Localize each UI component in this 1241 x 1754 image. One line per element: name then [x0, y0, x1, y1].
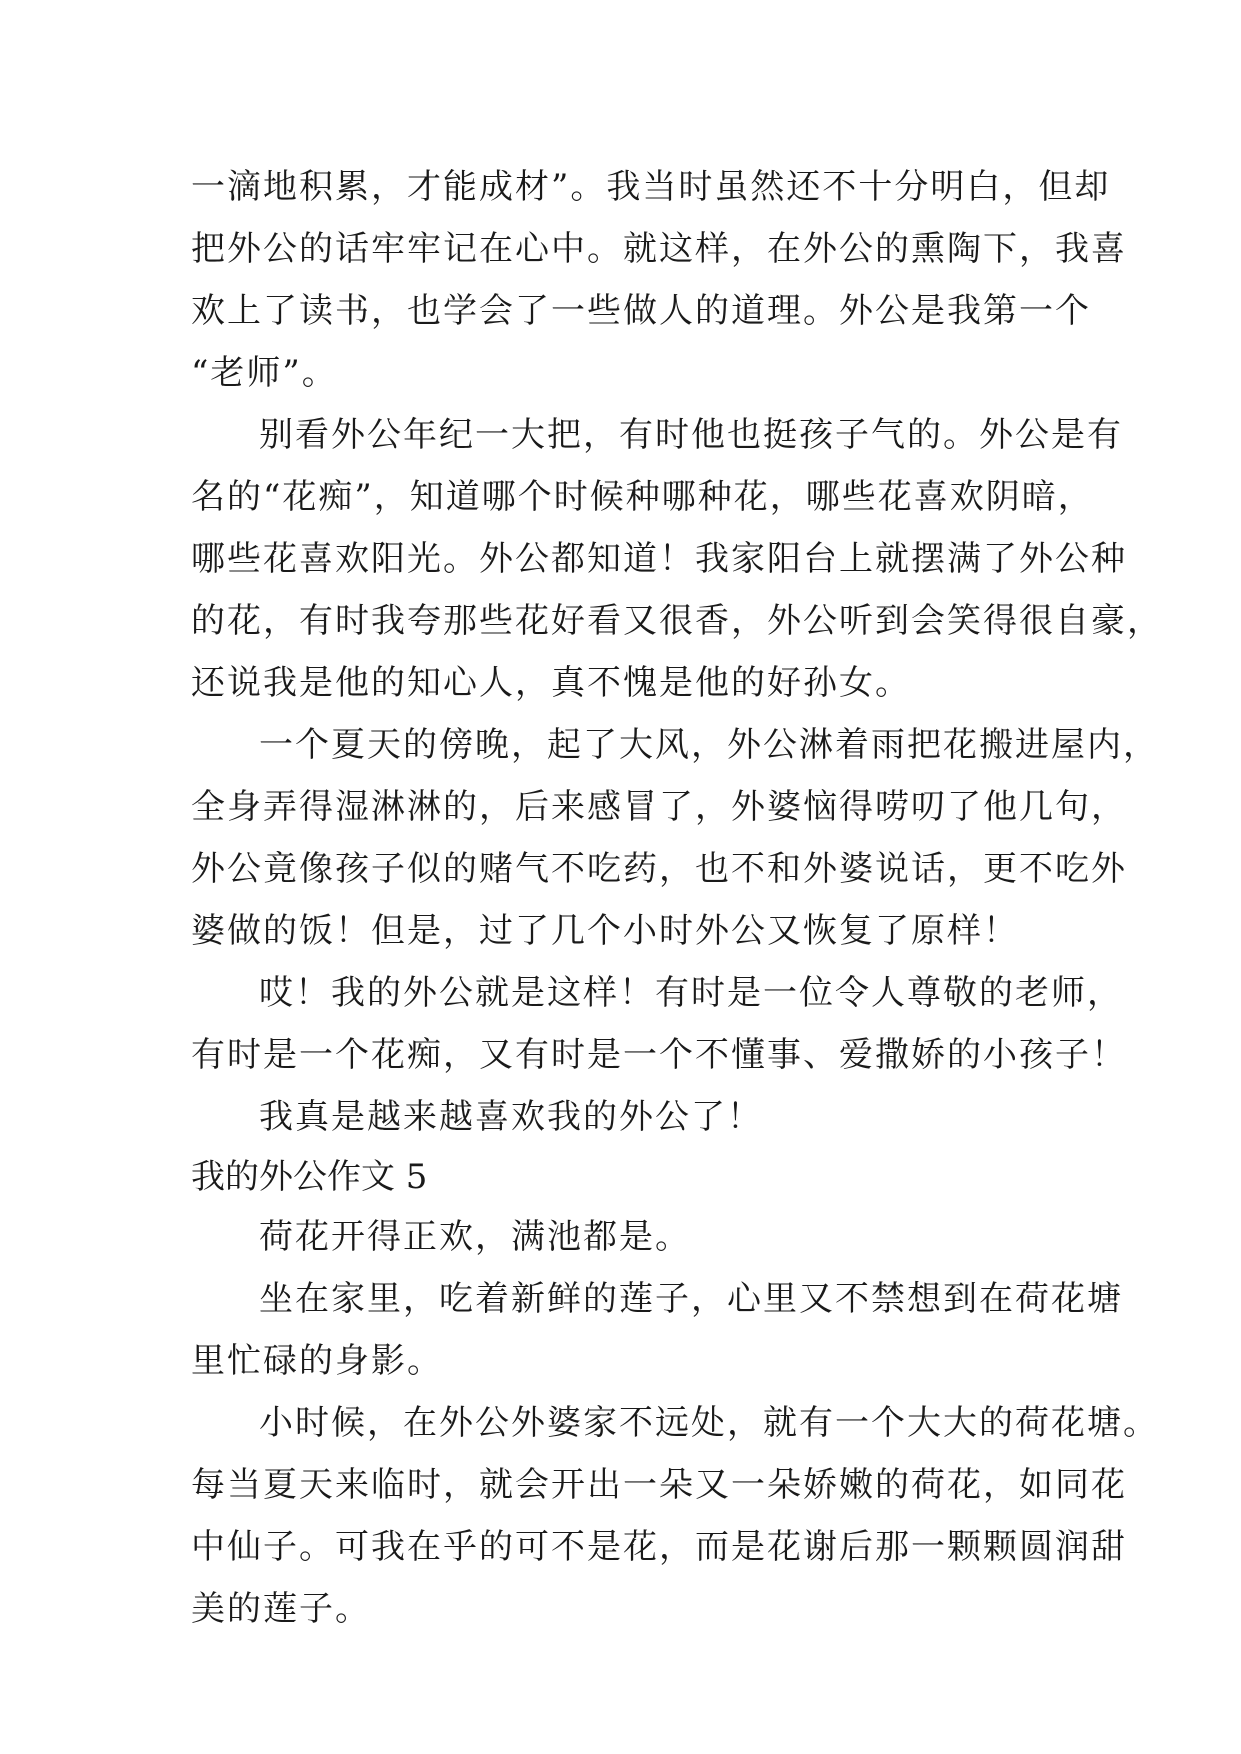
text-line: 外公竟像孩子似的赌气不吃药，也不和外婆说话，更不吃外 — [191, 849, 1127, 889]
text-line: 美的莲子。 — [191, 1589, 371, 1629]
text-line: 荷花开得正欢，满池都是。 — [259, 1217, 691, 1257]
text-line: 中仙子。可我在乎的可不是花，而是花谢后那一颗颗圆润甜 — [191, 1527, 1127, 1567]
text-line: 里忙碌的身影。 — [191, 1341, 443, 1381]
text-line: 小时候，在外公外婆家不远处，就有一个大大的荷花塘。 — [259, 1403, 1159, 1443]
text-line: 全身弄得湿淋淋的，后来感冒了，外婆恼得唠叨了他几句， — [191, 787, 1127, 827]
text-line: 还说我是他的知心人，真不愧是他的好孙女。 — [191, 663, 911, 703]
text-line: 一滴地积累，才能成材”。我当时虽然还不十分明白，但却 — [191, 167, 1111, 207]
text-line: “老师”。 — [191, 353, 338, 393]
text-line: 把外公的话牢牢记在心中。就这样，在外公的熏陶下，我喜 — [191, 229, 1127, 269]
section-title: 我的外公作文 5 — [191, 1157, 428, 1197]
text-line: 一个夏天的傍晚，起了大风，外公淋着雨把花搬进屋内， — [259, 725, 1159, 765]
text-line: 名的“花痴”，知道哪个时候种哪种花，哪些花喜欢阴暗， — [191, 477, 1094, 517]
text-line: 欢上了读书，也学会了一些做人的道理。外公是我第一个 — [191, 291, 1091, 331]
text-line: 哪些花喜欢阳光。外公都知道！我家阳台上就摆满了外公种 — [191, 539, 1127, 579]
text-line: 坐在家里，吃着新鲜的莲子，心里又不禁想到在荷花塘 — [259, 1279, 1123, 1319]
text-line: 哎！我的外公就是这样！有时是一位令人尊敬的老师， — [259, 973, 1123, 1013]
article-body — [191, 156, 1163, 1640]
text-line: 我真是越来越喜欢我的外公了！ — [259, 1097, 763, 1137]
text-line: 有时是一个花痴，又有时是一个不懂事、爱撒娇的小孩子！ — [191, 1035, 1127, 1075]
text-line: 婆做的饭！但是，过了几个小时外公又恢复了原样！ — [191, 911, 1019, 951]
text-line: 别看外公年纪一大把，有时他也挺孩子气的。外公是有 — [259, 415, 1123, 455]
text-line: 的花，有时我夸那些花好看又很香，外公听到会笑得很自豪， — [191, 601, 1163, 641]
text-line: 每当夏天来临时，就会开出一朵又一朵娇嫩的荷花，如同花 — [191, 1465, 1127, 1505]
